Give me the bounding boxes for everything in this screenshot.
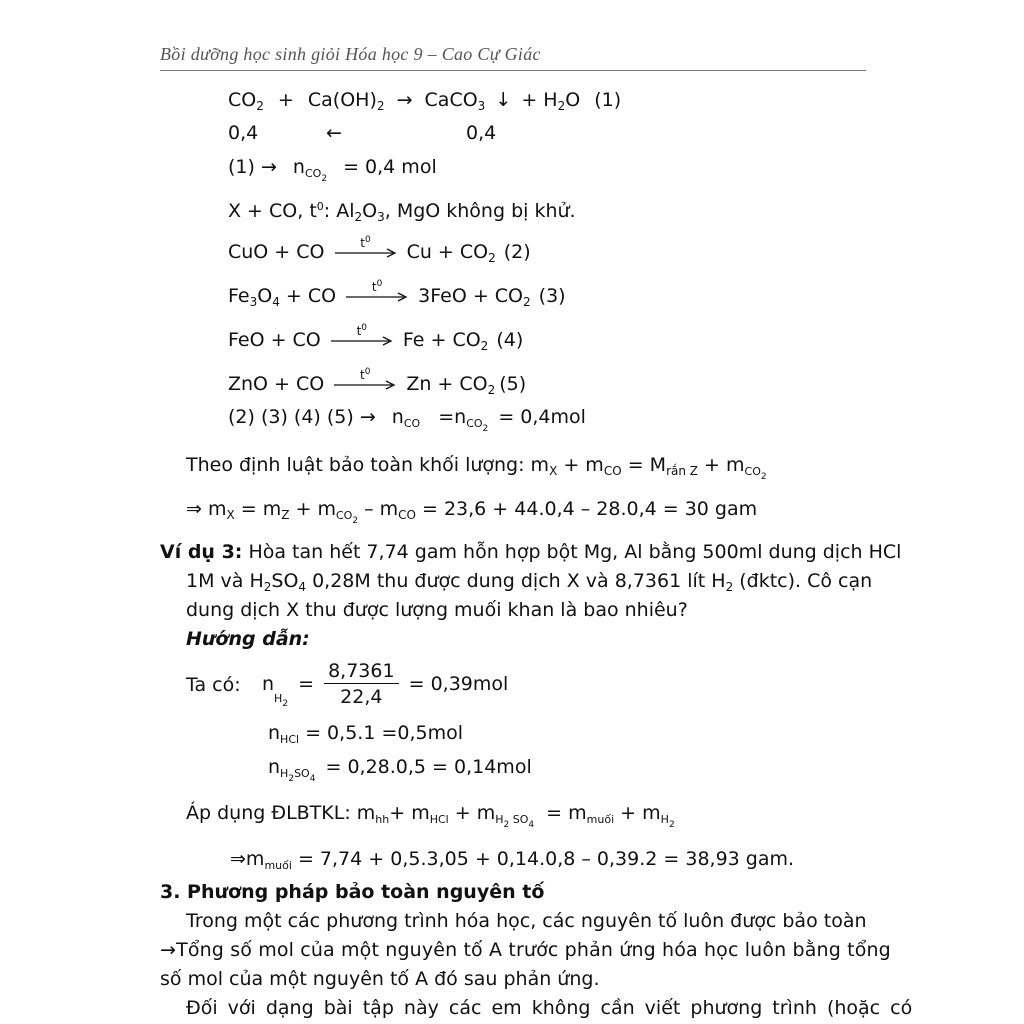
heat-arrow: $t^0$ bbox=[331, 336, 393, 346]
mole-ratio-line: 0,4 bbox=[228, 122, 259, 144]
guide-heading: Hướng dẫn: bbox=[186, 628, 310, 650]
nhcl-calc: $n_{HCl} = 0,5.1 =0,5mol$ bbox=[268, 722, 463, 746]
fraction: $\frac{8,7361}{22,4}$ bbox=[324, 660, 398, 708]
paragraph-line-3: số mol của một nguyên tố A đó sau phản ứng. bbox=[160, 968, 600, 990]
example-3-line-1: Ví dụ 3: Hòa tan hết 7,74 gam hỗn hợp bột Mg, Al bằng 500ml dung dịch HCl bbox=[160, 541, 902, 563]
example-label: Ví dụ 3: bbox=[160, 541, 243, 563]
result-1: $(1) \to n_{CO_2} = 0,4$ mol bbox=[228, 156, 437, 184]
conservation-law-line: Theo định luật bảo toàn khối lượng: $m_X + m_{CO} = M_{rắn Z} + m_{CO_2}$ bbox=[186, 454, 767, 482]
nh2-calc: $n_{H_2}$ = $\frac{8,7361}{22,4}$ = 0,39mol bbox=[262, 660, 509, 709]
sum-line: (2) (3) (4) $(5) \to n_{CO} =n_{CO_2} = 0,4mol$ bbox=[228, 406, 586, 434]
mole-ratio-right: 0,4 bbox=[466, 122, 497, 144]
reaction-4: FeO + CO $t^0$ $Fe + CO_2$ (4) bbox=[228, 322, 524, 353]
salt-mass-result: $\Rightarrow m_{muối} = 7,74 + 0,5.3,05 + 0,14.0,8 - 0,39.2 = 38,93$ gam. bbox=[230, 848, 795, 872]
paragraph-line-4: Đối với dạng bài tập này các em không cần viết phương trình (hoặc có bbox=[186, 997, 913, 1019]
ta-co-label: Ta có: bbox=[186, 674, 241, 696]
nh2so4-calc: $n_{H_2SO_4} = 0,28.0,5 = 0,14mol$ bbox=[268, 756, 532, 784]
header-rule bbox=[160, 70, 866, 71]
note-line: X + CO, $t^0$: $Al_2O_3$, MgO không bị khử. bbox=[228, 200, 576, 224]
mole-ratio-arrow: ← bbox=[326, 122, 342, 144]
section-3-title: 3. Phương pháp bảo toàn nguyên tố bbox=[160, 881, 545, 903]
running-header: Bồi dưỡng học sinh giỏi Hóa học 9 – Cao Cự Giác bbox=[160, 44, 541, 64]
mass-x-line: ⇒ $m_X = m_Z + m_{CO_2} - m_{CO} = 23,6 + 44.0,4 - 28.0,4 = 30$ gam bbox=[186, 498, 758, 526]
example-3-line-2: 1M và $H_2SO_4$ 0,28M thu được dung dịch X và 8,7361 lít $H_2$ (đktc). Cô cạn bbox=[186, 570, 873, 594]
paragraph-line-2: →Tổng số mol của một nguyên tố A trước phản ứng hóa học luôn bằng tổng bbox=[160, 939, 891, 961]
reaction-3: $Fe_3O_4$ + CO $t^0$ $3FeO + CO_2$ (3) bbox=[228, 278, 566, 309]
mass-conservation-application: Áp dụng ĐLBTKL: $m_{hh}+ m_{HCl} + m_{H_2 SO_4} = m_{muối} + m_{H_2}$ bbox=[186, 802, 675, 830]
equation-1: $CO_2 + Ca(OH)_2$ → CaCO$_3$ ↓ + $H_2O$ (1) bbox=[228, 89, 622, 113]
heat-arrow: $t^0$ bbox=[335, 248, 397, 258]
heat-arrow: $t^0$ bbox=[346, 292, 408, 302]
example-3-line-3: dung dịch X thu được lượng muối khan là bao nhiêu? bbox=[186, 599, 688, 621]
paragraph-line-1: Trong một các phương trình hóa học, các nguyên tố luôn được bảo toàn bbox=[186, 910, 867, 932]
reaction-5: ZnO + CO $t^0$ $Zn + CO_2$ (5) bbox=[228, 366, 527, 397]
reaction-2: CuO + CO $t^0$ $Cu + CO_2$ (2) bbox=[228, 234, 531, 265]
heat-arrow: $t^0$ bbox=[334, 380, 396, 390]
